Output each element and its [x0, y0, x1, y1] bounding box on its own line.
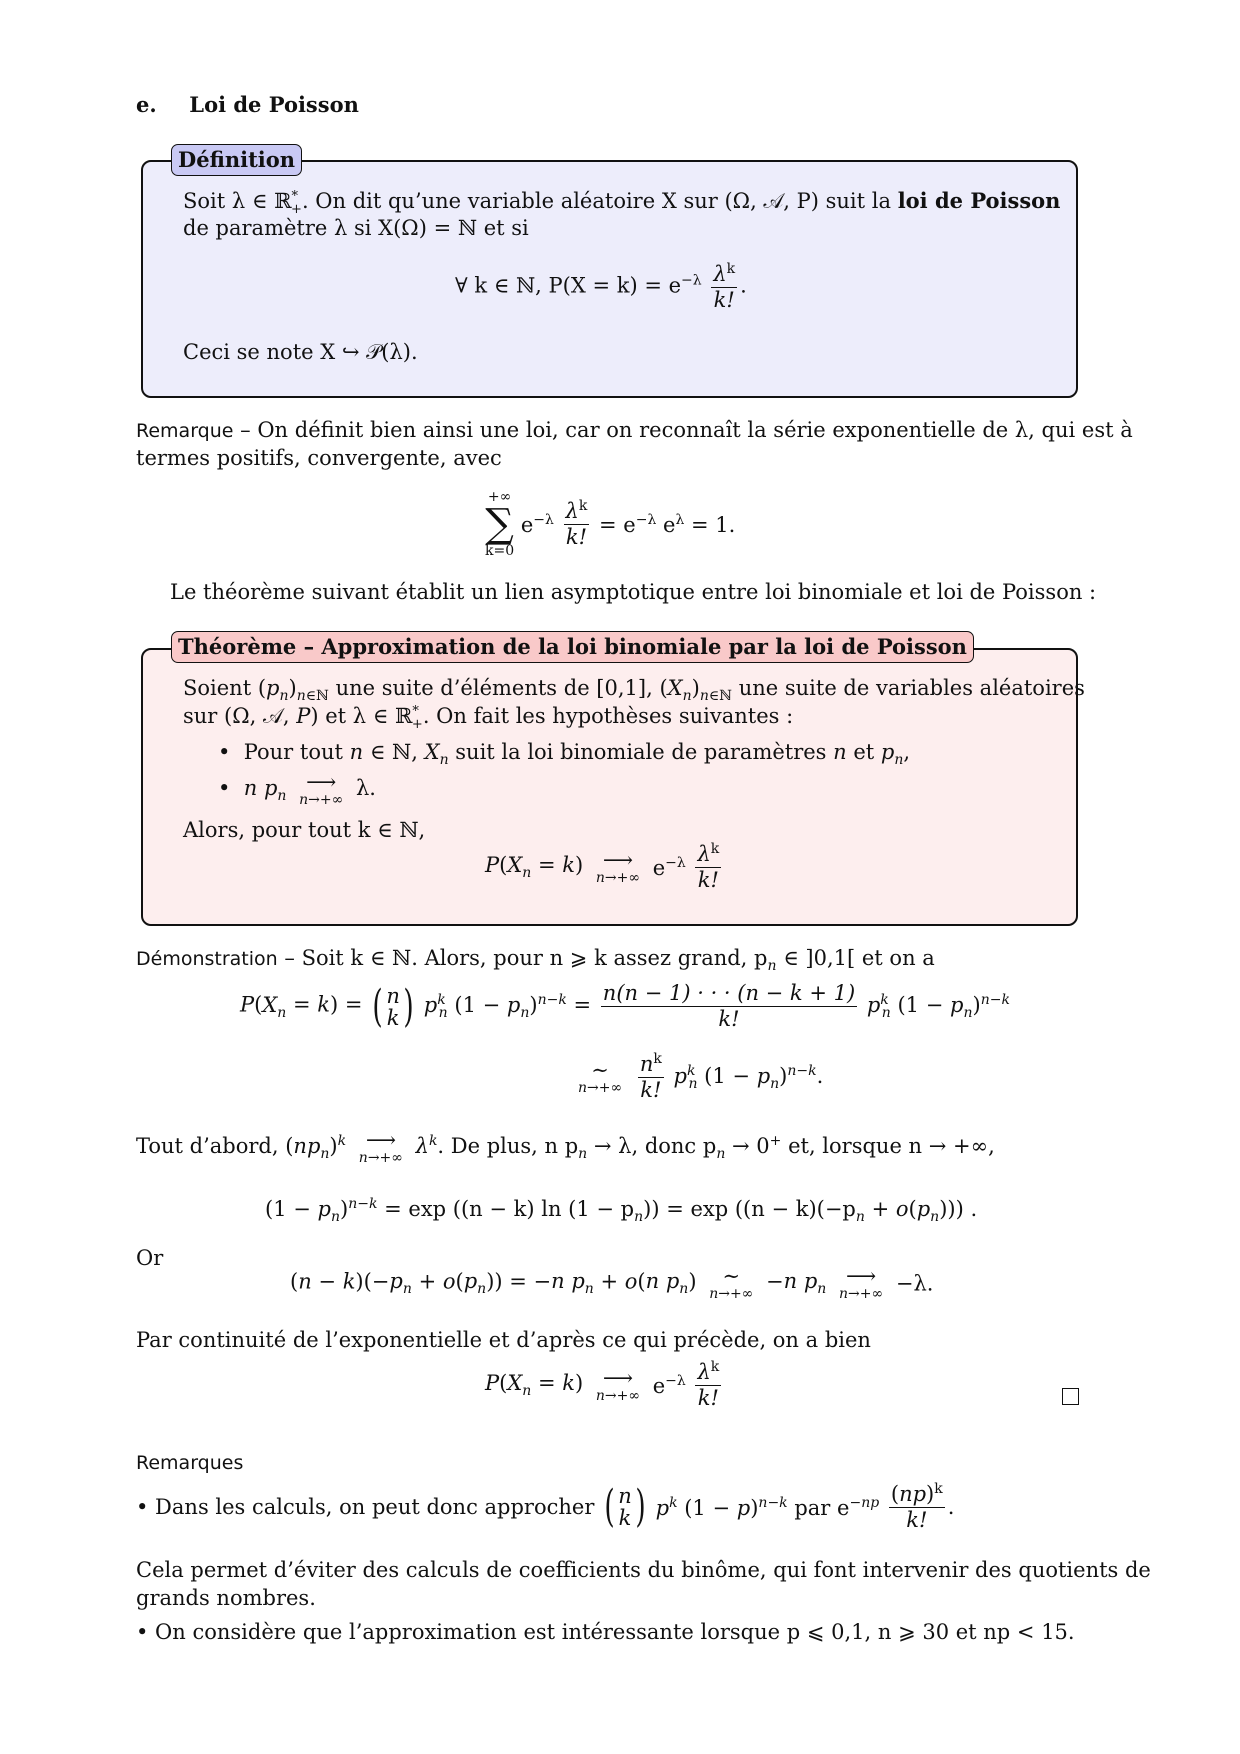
- remarks-bullet-2: • On considère que l’approximation est intéressante lorsque p ⩽ 0,1, n ⩾ 30 et np < 15.: [136, 1620, 1075, 1644]
- definition-formula: ∀ k ∈ ℕ, $P(X = k) = e^{-\lambda}$ $\frac{\lambda^k}{k!}$ .: [455, 261, 747, 313]
- definition-fraction: $\frac{\lambda^k}{k!}$: [713, 261, 736, 313]
- intro-paragraph: Le théorème suivant établit un lien asymptotique entre loi binomiale et loi de Poisson :: [170, 580, 1097, 604]
- demonstration-line-1: Démonstration – Soit k ∈ ℕ. Alors, pour n ⩾ k assez grand, $p_n$ ∈ ]0,1[ et on a: [136, 946, 935, 975]
- section-label: e.: [136, 92, 157, 117]
- theorem-line-1: Soient $(p_n)_{n\in ℕ}$ une suite d’éléments de [0,1], $(X_n)_{n\in ℕ}$ une suite de variables aléatoires: [183, 676, 1085, 705]
- remarks-label: Remarques: [136, 1452, 244, 1474]
- qed-square-icon: [1062, 1388, 1079, 1405]
- demonstration-tout-dabord: Tout d’abord, $(np_n)^k$ ⟶ n→+∞ $\lambda^k$. De plus, n $p_n \to \lambda$, donc $p_n \to 0^+$ et, lorsque n → +∞,: [136, 1128, 995, 1166]
- remark-1-line-1: Remarque – On définit bien ainsi une loi, car on reconnaît la série exponentielle de λ, qui est à: [136, 418, 1133, 442]
- theorem-bullet-1: • Pour tout n ∈ ℕ, $X_n$ suit la loi binomiale de paramètres n et $p_n$,: [218, 740, 911, 769]
- remarks-paragraph-line-1: Cela permet d’éviter des calculs de coefficients du binôme, qui font intervenir des quotients de: [136, 1558, 1151, 1582]
- remarks-paragraph-line-2: grands nombres.: [136, 1586, 316, 1610]
- demonstration-equivalence-line: $(n - k)(-p_n + o(p_n)) = -n$ $p_n + o(n$ $p_n$) ∼ n→+∞ −n $p_n$ ⟶ n→+∞ −λ.: [290, 1264, 934, 1302]
- definition-line-1: Soit λ ∈ ℝ*$_+$. On dit qu’une variable aléatoire X sur (Ω, 𝒜, P) suit la loi de Poisson: [183, 188, 1061, 218]
- demonstration-label: Démonstration: [136, 948, 278, 970]
- definition-tag: Définition: [171, 144, 302, 176]
- theorem-conclusion-formula: $P(X_n = k)$ ⟶ n→+∞ $e^{-\lambda}$ $\frac{\lambda^k}{k!}$: [485, 841, 720, 893]
- demonstration-exp-line: $(1 - p_n)^{n-k} = \exp ((n - k)$ $\ln (1 - p_n)) = \exp ((n - k)(-p_n + o(p_n)))$ .: [265, 1196, 978, 1226]
- demonstration-final-formula: $P(X_n = k)$ ⟶ n→+∞ $e^{-\lambda}$ $\frac{\lambda^k}{k!}$: [485, 1359, 720, 1411]
- theorem-tag: Théorème – Approximation de la loi binomiale par la loi de Poisson: [171, 631, 974, 663]
- limit-arrow: ⟶ n→+∞: [299, 770, 344, 808]
- section-heading: [136, 92, 359, 117]
- binomial-coefficient: ( n k ): [372, 980, 414, 1032]
- remark-1-line-2: termes positifs, convergente, avec: [136, 446, 502, 470]
- section-title: Loi de Poisson: [189, 92, 359, 117]
- sum-symbol: +∞ ∑ k=0: [485, 489, 515, 559]
- theorem-bullet-2: • n $p_n$ ⟶ n→+∞ λ.: [218, 770, 376, 808]
- poisson-sum-formula: +∞ ∑ k=0 $e^{-\lambda}$ $\frac{\lambda^k}{k!}$ = $e^{-\lambda}$ $e^\lambda = 1$.: [485, 489, 736, 559]
- demonstration-continuite: Par continuité de l’exponentielle et d’après ce qui précède, on a bien: [136, 1328, 871, 1352]
- definition-note: Ceci se note X ↪ 𝒫(λ).: [183, 340, 418, 364]
- remarks-bullet-1: • Dans les calculs, on peut donc approcher ( n k ) $p^k$ $(1 - p)^{n-k}$ par $e^{-np}$ $\frac{(np)^k}{k!}$ .: [136, 1481, 955, 1533]
- definition-line-2: de paramètre λ si X(Ω) = ℕ et si: [183, 216, 529, 240]
- theorem-alors: Alors, pour tout k ∈ ℕ,: [183, 818, 426, 842]
- demonstration-equation-2: ∼ n→+∞ $\frac{n^k}{k!}$ $p^k_n$ $(1 - p_n)^{n-k}$.: [578, 1051, 824, 1103]
- remark-label: Remarque: [136, 420, 234, 442]
- demonstration-or: Or: [136, 1246, 164, 1270]
- theorem-line-2: sur (Ω, 𝒜, P) et λ ∈ ℝ*$_+$. On fait les hypothèses suivantes :: [183, 704, 794, 733]
- demonstration-equation-1: $P(X_n = k)$ = ( n k ) $p^k_n$ $(1 - p_n)^{n-k}$ = $\frac{n(n - 1) \cdot \cdot \cdot (n - k + 1)}{k!}$ $p^k_n$ $(1 - p_n)^{n-k}$: [240, 980, 1010, 1032]
- definition-law-name: loi de Poisson: [897, 188, 1061, 213]
